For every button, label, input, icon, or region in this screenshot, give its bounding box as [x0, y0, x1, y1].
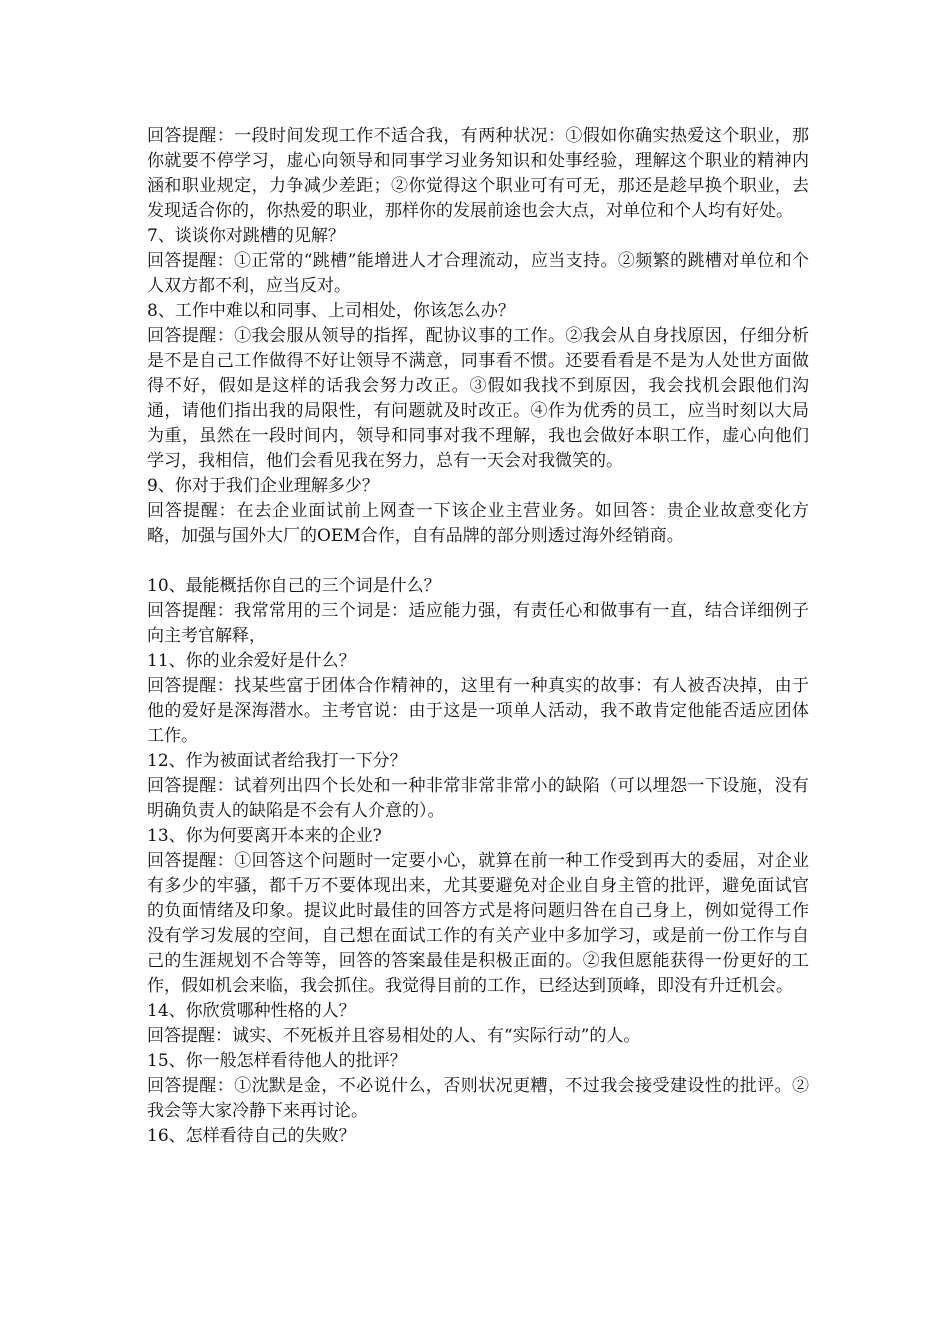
question-15: 15、你一般怎样看待他人的批评？	[147, 1051, 407, 1071]
answer-paragraph-12: 回答提醒：试着列出四个长处和一种非常非常非常小的缺陷（可以埋怨一下设施，没有明确负责人的缺陷是不会有人介意的）。	[147, 776, 809, 821]
question-14: 14、你欣赏哪种性格的人？	[147, 1001, 356, 1021]
answer-paragraph-15: 回答提醒：①沈默是金，不必说什么，否则状况更糟，不过我会接受建设性的批评。②我会等大家冷静下来再讨论。	[147, 1076, 809, 1121]
question-10: 10、最能概括你自己的三个词是什么？	[147, 576, 441, 596]
question-13: 13、你为何要离开本来的企业?	[147, 826, 382, 846]
question-9: 9、你对于我们企业理解多少？	[147, 476, 379, 496]
answer-paragraph-8: 回答提醒：①我会服从领导的指挥，配协议事的工作。②我会从自身找原因，仔细分析是不是自己工作做得不好让领导不满意，同事看不惯。还要看看是不是为人处世方面做得不好，假如是这样的话我会努力改正。③假如我找不到原因，我会找机会跟他们沟通，请他们指出我的局限性，有问题就及时改正。④作为优秀的员工，应当时刻以大局为重，虽然在一段时间内，领导和同事对我不理解，我也会做好本职工作，虚心向他们学习，我相信，他们会看见我在努力，总有一天会对我微笑的。	[147, 326, 809, 471]
question-12: 12、作为被面试者给我打一下分？	[147, 751, 407, 771]
answer-paragraph-6: 回答提醒：一段时间发现工作不适合我，有两种状况：①假如你确实热爱这个职业，那你就要不停学习，虚心向领导和同事学习业务知识和处事经验，理解这个职业的精神内涵和职业规定，力争减少差距；②你觉得这个职业可有可无，那还是趁早换个职业，去发现适合你的，你热爱的职业，那样你的发展前途也会大点，对单位和个人均有好处。	[147, 126, 809, 221]
question-11: 11、你的业余爱好是什么？	[147, 651, 356, 671]
answer-paragraph-10: 回答提醒：我常常用的三个词是：适应能力强，有责任心和做事有一直，结合详细例子向主考官解释，	[147, 601, 809, 646]
answer-paragraph-7: 回答提醒：①正常的“跳槽”能增进人才合理流动，应当支持。②频繁的跳槽对单位和个人双方都不利，应当反对。	[147, 251, 809, 296]
answer-paragraph-11: 回答提醒：找某些富于团体合作精神的，这里有一种真实的故事：有人被否决掉，由于他的爱好是深海潜水。主考官说：由于这是一项单人活动，我不敢肯定他能否适应团体工作。	[147, 676, 809, 746]
answer-paragraph-13: 回答提醒：①回答这个问题时一定要小心，就算在前一种工作受到再大的委屈，对企业有多少的牢骚，都千万不要体现出来，尤其要避免对企业自身主管的批评，避免面试官的负面情绪及印象。提议此时最佳的回答方式是将问题归咎在自己身上，例如觉得工作没有学习发展的空间，自己想在面试工作的有关产业中多加学习，或是前一份工作与自己的生涯规划不合等等，回答的答案最佳是积极正面的。②我但愿能获得一份更好的工作，假如机会来临，我会抓住。我觉得目前的工作，已经达到顶峰，即没有升迁机会。	[147, 851, 809, 996]
question-8: 8、工作中难以和同事、上司相处，你该怎么办？	[147, 301, 515, 321]
question-16: 16、怎样看待自己的失败？	[147, 1126, 356, 1146]
blank-line	[147, 549, 809, 574]
answer-paragraph-14: 回答提醒：诚实、不死板并且容易相处的人、有“实际行动”的人。	[147, 1026, 641, 1046]
answer-paragraph-9: 回答提醒：在去企业面试前上网查一下该企业主营业务。如回答：贵企业故意变化方略，加强与国外大厂的OEM合作，自有品牌的部分则透过海外经销商。	[147, 501, 809, 546]
document-body	[147, 124, 809, 1149]
question-7: 7、谈谈你对跳槽的见解？	[147, 226, 345, 246]
